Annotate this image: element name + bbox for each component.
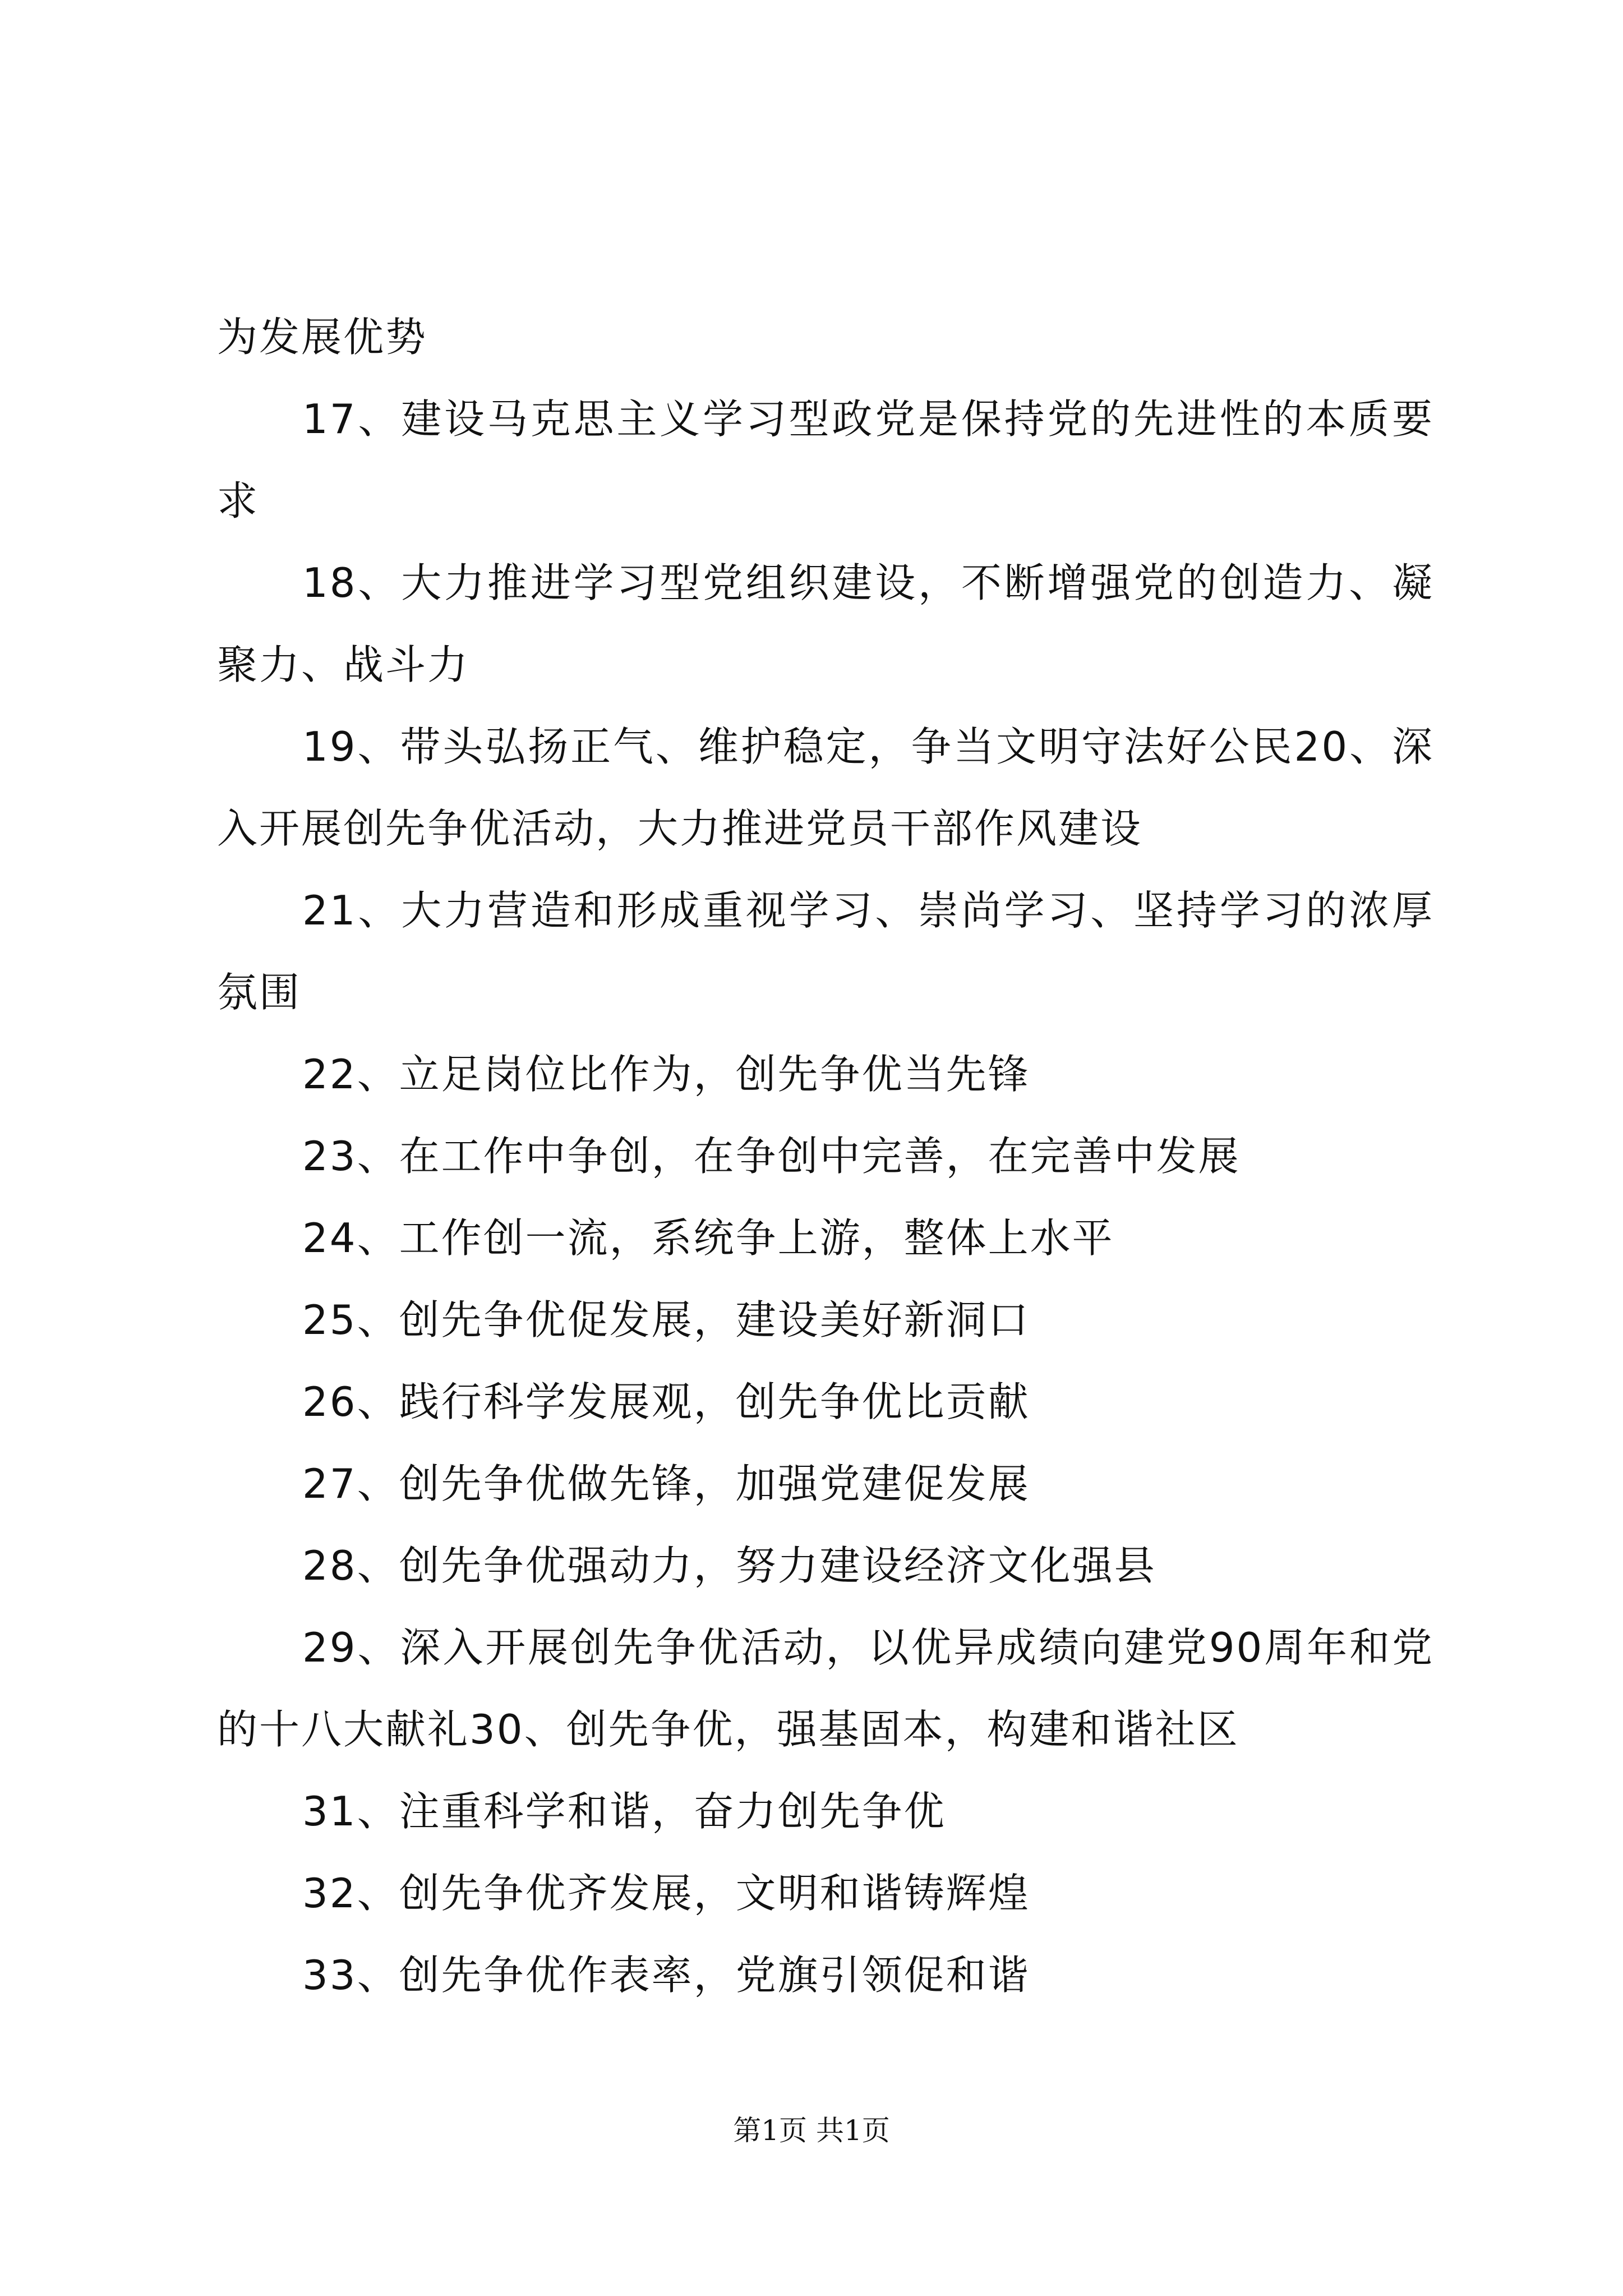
document-body xyxy=(217,296,1434,2016)
paragraph-item-21: 21、大力营造和形成重视学习、崇尚学习、坚持学习的浓厚氛围 xyxy=(217,887,1434,1016)
paragraph-item-33: 33、创先争优作表率，党旗引领促和谐 xyxy=(302,1952,1030,1999)
paragraph-item-27: 27、创先争优做先锋，加强党建促发展 xyxy=(302,1460,1030,1507)
paragraph-item-25: 25、创先争优促发展，建设美好新洞口 xyxy=(302,1296,1030,1343)
paragraph-item-31: 31、注重科学和谐，奋力创先争优 xyxy=(302,1788,946,1835)
paragraph-item-32: 32、创先争优齐发展，文明和谐铸辉煌 xyxy=(302,1870,1030,1917)
page-number-label: 第1页 共1页 xyxy=(733,2114,890,2147)
paragraph-item-28: 28、创先争优强动力，努力建设经济文化强县 xyxy=(302,1542,1156,1589)
paragraph-item-26: 26、践行科学发展观，创先争优比贡献 xyxy=(302,1378,1030,1425)
paragraph-item-23: 23、在工作中争创，在争创中完善，在完善中发展 xyxy=(302,1133,1241,1180)
paragraph-item-17: 17、建设马克思主义学习型政党是保持党的先进性的本质要求 xyxy=(217,395,1434,524)
page-footer xyxy=(0,2111,1623,2150)
paragraph-continuation: 为发展优势 xyxy=(217,314,428,361)
paragraph-item-24: 24、工作创一流，系统争上游，整体上水平 xyxy=(302,1214,1114,1262)
paragraph-item-29-30: 29、深入开展创先争优活动，以优异成绩向建党90周年和党的十八大献礼30、创先争优，强基固本，构建和谐社区 xyxy=(217,1624,1434,1753)
paragraph-item-18: 18、大力推进学习型党组织建设，不断增强党的创造力、凝聚力、战斗力 xyxy=(217,559,1434,688)
paragraph-item-22: 22、立足岗位比作为，创先争优当先锋 xyxy=(302,1051,1030,1098)
paragraph-item-19-20: 19、带头弘扬正气、维护稳定，争当文明守法好公民20、深入开展创先争优活动，大力推进党员干部作风建设 xyxy=(217,723,1434,852)
